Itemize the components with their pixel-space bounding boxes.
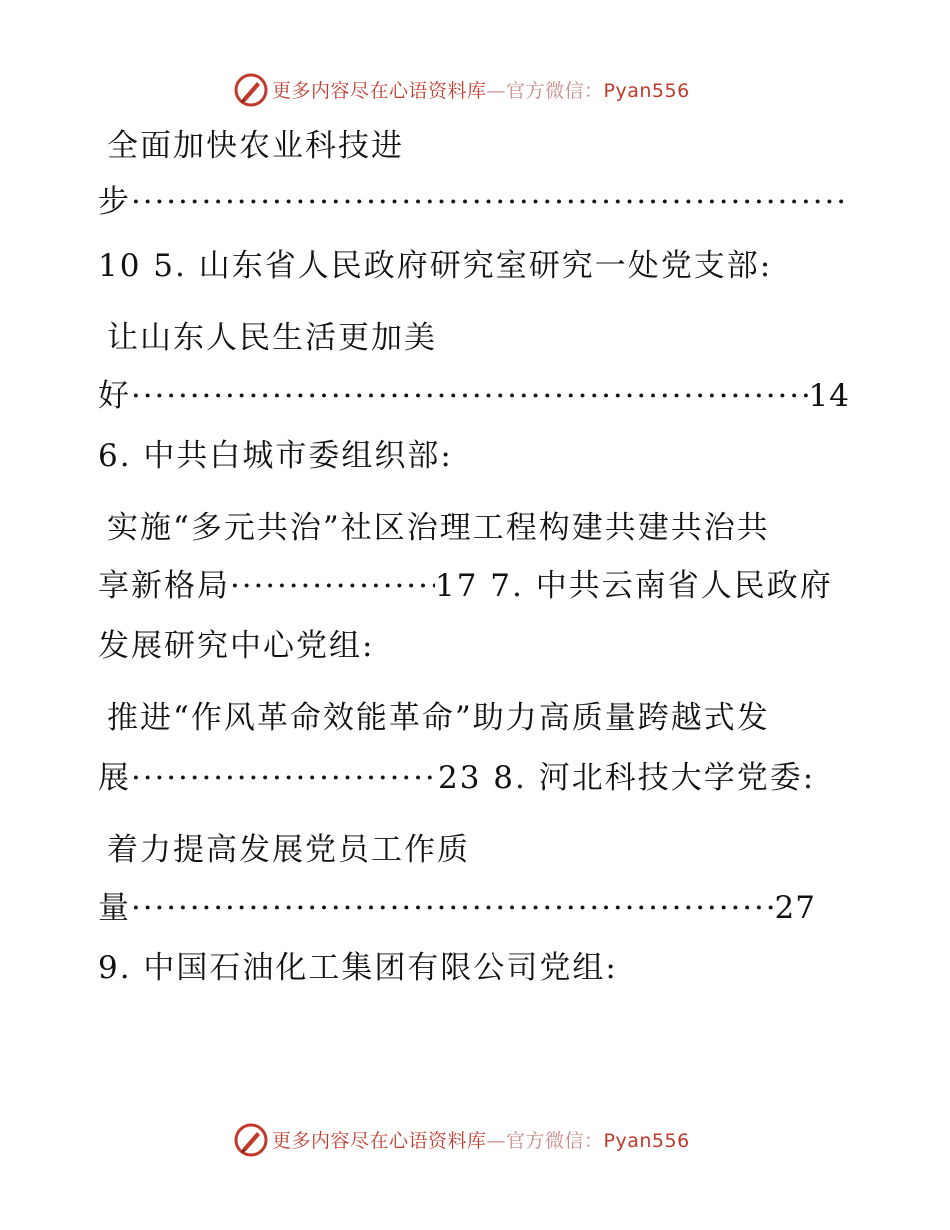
leader-dots [131, 886, 775, 930]
toc-text: 好 [98, 378, 131, 414]
toc-line-5 [98, 374, 850, 418]
toc-line-4: 让山东人民生活更加美 [107, 320, 437, 356]
page-number: 14 [808, 378, 850, 414]
watermark-footer [0, 1120, 950, 1160]
toc-line-3: 10 5. 山东省人民政府研究室研究一处党支部: [98, 248, 773, 284]
toc-line-14: 9. 中国石油化工集团有限公司党组: [98, 950, 618, 986]
toc-line-2 [98, 180, 850, 224]
leader-dots [131, 180, 850, 224]
toc-line-1: 全面加快农业科技进 [107, 128, 404, 164]
toc-text: 展 [98, 760, 131, 796]
pen-logo-icon [233, 72, 269, 108]
page-number: 27 [774, 890, 816, 926]
toc-text: 23 8. 河北科技大学党委: [438, 760, 816, 796]
toc-text: 量 [98, 890, 131, 926]
toc-line-8 [98, 564, 850, 608]
leader-dots [131, 756, 438, 800]
toc-text: 步 [98, 184, 131, 220]
toc-line-7: 实施“多元共治”社区治理工程构建共建共治共 [107, 510, 770, 546]
toc-line-10: 推进“作风革命效能革命”助力高质量跨越式发 [107, 700, 770, 736]
watermark-text: 更多内容尽在心语资料库—官方微信：Pyan556 [272, 80, 690, 102]
toc-text: 17 7. 中共云南省人民政府 [435, 568, 833, 604]
toc-line-6: 6. 中共白城市委组织部: [98, 438, 453, 474]
watermark-header [0, 70, 950, 110]
watermark-text: 更多内容尽在心语资料库—官方微信：Pyan556 [272, 1130, 690, 1152]
toc-line-13 [98, 886, 816, 930]
toc-line-12: 着力提高发展党员工作质 [107, 832, 470, 868]
toc-line-9: 发展研究中心党组: [98, 628, 375, 664]
leader-dots [230, 564, 435, 608]
toc-text: 享新格局 [98, 568, 230, 604]
toc-line-11 [98, 756, 850, 800]
pen-logo-icon [233, 1122, 269, 1158]
leader-dots [131, 374, 809, 418]
